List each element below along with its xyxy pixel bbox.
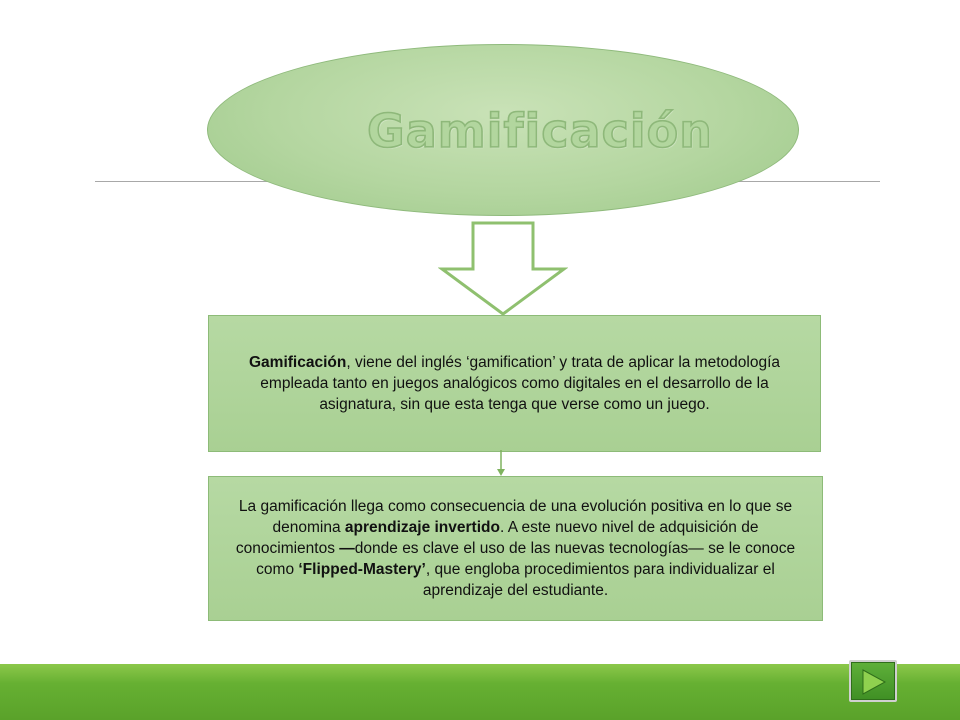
term-inverted-learning: aprendizaje invertido <box>344 519 500 536</box>
definition-box <box>208 315 821 452</box>
footer-bar <box>0 664 960 720</box>
definition-text <box>223 352 806 415</box>
connector-arrow-icon <box>494 450 508 478</box>
consequence-part-1: La gamificación llega como consecuencia de una evolución positiva en lo que se denomina <box>238 498 793 536</box>
definition-lead: Gamificación <box>248 354 347 371</box>
definition-body: , viene del inglés ‘gamification’ y trata de aplicar la metodología empleada tanto en juegos analógicos como digitales en el desarrollo de la asignatura, sin que esta tenga que verse como un juego. <box>260 354 780 413</box>
consequence-text <box>221 496 810 601</box>
consequence-part-2: . A este nuevo nivel de adquisición de conocimientos <box>235 519 759 557</box>
term-flipped-mastery: ‘Flipped-Mastery’ <box>298 561 426 578</box>
consequence-part-3: donde es clave el uso de las nuevas tecnologías— se le conoce como <box>256 540 796 578</box>
next-slide-button[interactable] <box>849 660 897 702</box>
consequence-part-4: , que engloba procedimientos para individualizar el aprendizaje del estudiante. <box>422 561 775 599</box>
play-triangle-icon <box>862 669 886 695</box>
consequence-box <box>208 476 823 621</box>
diagram-title: Gamificación <box>367 104 713 158</box>
em-dash: — <box>339 540 355 557</box>
down-arrow-icon <box>438 221 568 317</box>
